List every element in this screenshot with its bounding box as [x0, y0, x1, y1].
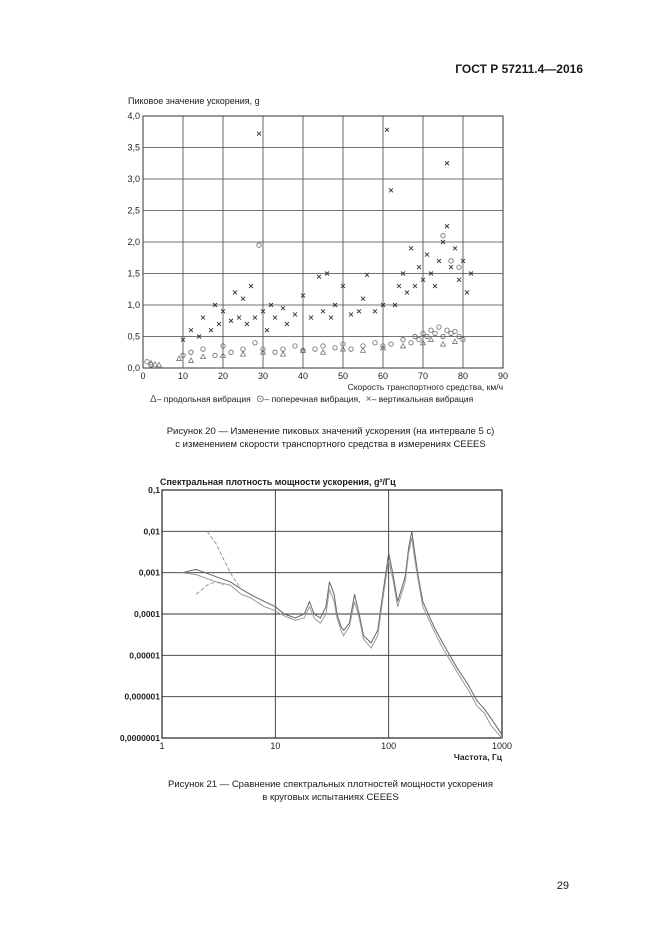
legend-label-vertical: – вертикальная вибрация	[371, 394, 474, 404]
fig20-point-vertical	[405, 290, 409, 294]
fig20-point-vertical	[229, 319, 233, 323]
fig20-ylabel: Пиковое значение ускорения, g	[128, 96, 260, 106]
fig20-point-transverse	[189, 350, 193, 354]
fig20-xlabel: Скорость транспортного средства, км/ч	[347, 382, 503, 392]
fig20-point-vertical	[445, 224, 449, 228]
fig20-point-vertical	[321, 309, 325, 313]
fig21-ytick-label: 0,00001	[129, 650, 160, 661]
fig20-point-transverse	[429, 328, 433, 332]
fig20-point-transverse	[401, 337, 405, 341]
fig21-series-line	[182, 538, 502, 738]
fig20-ytick-label: 4,0	[127, 111, 140, 121]
fig20-point-longitudinal	[177, 356, 182, 361]
fig20-point-transverse	[253, 341, 257, 345]
fig21-caption-line2: в круговых испытаниях CEEES	[262, 792, 399, 803]
fig20-point-transverse	[241, 347, 245, 351]
fig20-xtick-label: 50	[337, 371, 349, 381]
fig20-point-transverse	[457, 265, 461, 269]
fig20-point-vertical	[445, 161, 449, 165]
fig20-point-transverse	[333, 346, 337, 350]
fig21-psd-chart	[110, 482, 520, 767]
fig20-point-vertical	[209, 328, 213, 332]
fig20-point-transverse	[321, 344, 325, 348]
fig20-ytick-label: 1,0	[127, 300, 140, 310]
fig20-point-vertical	[465, 290, 469, 294]
fig20-point-vertical	[293, 312, 297, 316]
fig20-point-longitudinal	[157, 362, 162, 367]
fig20-point-vertical	[201, 316, 205, 320]
fig20-xtick-label: 70	[417, 371, 429, 381]
fig20-point-transverse	[441, 234, 445, 238]
fig20-point-longitudinal	[189, 358, 194, 363]
fig20-scatter-chart	[110, 108, 520, 393]
fig20-point-longitudinal	[401, 343, 406, 348]
fig20-point-transverse	[433, 331, 437, 335]
fig20-point-vertical	[273, 316, 277, 320]
fig20-point-vertical	[449, 265, 453, 269]
fig20-point-vertical	[453, 246, 457, 250]
fig20-point-transverse	[373, 341, 377, 345]
fig20-point-vertical	[425, 253, 429, 257]
fig21-ytick-label: 0,1	[148, 485, 160, 495]
fig20-point-vertical	[253, 316, 257, 320]
fig20-point-vertical	[237, 316, 241, 320]
legend-triangle-symbol: Δ	[150, 394, 157, 405]
fig20-ytick-label: 0,5	[127, 331, 140, 342]
legend-circle-symbol: ⊙	[256, 394, 265, 405]
legend-label-longitudinal: – продольная вибрация	[156, 394, 251, 404]
fig20-point-vertical	[357, 309, 361, 313]
fig20-point-vertical	[417, 265, 421, 269]
fig20-point-transverse	[409, 341, 413, 345]
fig21-xtick-label: 1	[159, 741, 165, 751]
fig20-point-vertical	[265, 328, 269, 332]
fig20-point-longitudinal	[281, 352, 286, 357]
fig20-point-transverse	[453, 329, 457, 333]
fig20-point-vertical	[385, 128, 389, 132]
fig21-caption-line1: Рисунок 21 — Сравнение спектральных плотностей мощности ускорения	[168, 779, 493, 790]
fig21-series-line	[196, 582, 224, 595]
fig20-point-vertical	[309, 316, 313, 320]
fig20-point-transverse	[313, 347, 317, 351]
fig20-point-transverse	[349, 347, 353, 351]
fig20-point-transverse	[445, 328, 449, 332]
fig20-point-transverse	[449, 259, 453, 263]
fig20-legend	[150, 394, 473, 405]
fig21-ytick-label: 0,01	[143, 526, 160, 537]
fig20-point-vertical	[409, 246, 413, 250]
fig21-xtick-label: 10	[270, 741, 281, 751]
fig20-point-vertical	[329, 316, 333, 320]
fig20-ytick-label: 2,5	[127, 205, 140, 216]
fig20-point-longitudinal	[441, 342, 446, 347]
document-header: ГОСТ Р 57211.4—2016	[455, 62, 583, 76]
fig20-point-transverse	[417, 337, 421, 341]
fig20-point-transverse	[213, 353, 217, 357]
fig20-caption-line2: с изменением скорости транспортного средства в измерениях CEEES	[175, 439, 486, 450]
fig20-xtick-label: 0	[140, 371, 146, 381]
fig20-point-vertical	[389, 188, 393, 192]
fig20-point-transverse	[281, 347, 285, 351]
fig21-caption	[0, 778, 661, 804]
fig20-point-transverse	[201, 347, 205, 351]
fig20-point-vertical	[457, 278, 461, 282]
fig20-point-vertical	[373, 309, 377, 313]
fig20-point-vertical	[413, 284, 417, 288]
fig20-point-vertical	[281, 306, 285, 310]
fig20-xtick-label: 80	[457, 371, 469, 381]
fig20-point-vertical	[437, 259, 441, 263]
fig21-ytick-label: 0,0000001	[119, 733, 160, 743]
fig20-point-vertical	[233, 290, 237, 294]
fig20-point-longitudinal	[201, 354, 206, 359]
fig20-point-transverse	[257, 243, 261, 247]
fig20-point-vertical	[245, 322, 249, 326]
fig20-point-vertical	[189, 328, 193, 332]
fig21-ylabel: Спектральная плотность мощности ускорения, g²/Гц	[160, 477, 396, 487]
fig20-xtick-label: 10	[177, 371, 189, 381]
fig20-xtick-label: 60	[377, 371, 389, 381]
fig21-ytick-label: 0,001	[138, 567, 160, 578]
fig20-xtick-label: 40	[297, 371, 309, 381]
fig20-point-vertical	[241, 297, 245, 301]
fig20-point-vertical	[397, 284, 401, 288]
fig20-point-transverse	[293, 344, 297, 348]
fig20-xtick-label: 30	[257, 371, 269, 381]
fig20-point-transverse	[389, 342, 393, 346]
fig21-ytick-label: 0,000001	[124, 691, 160, 702]
fig20-xtick-label: 20	[217, 371, 229, 381]
fig20-point-vertical	[349, 312, 353, 316]
fig20-point-vertical	[361, 297, 365, 301]
fig20-point-transverse	[437, 325, 441, 329]
fig21-ytick-label: 0,0001	[134, 609, 160, 619]
fig20-ytick-label: 3,5	[127, 142, 140, 153]
fig20-caption-line1: Рисунок 20 — Изменение пиковых значений ускорения (на интервале 5 с)	[166, 426, 495, 437]
page-number: 29	[556, 880, 569, 892]
fig20-point-vertical	[257, 132, 261, 136]
fig20-point-transverse	[273, 350, 277, 354]
fig20-caption	[0, 425, 661, 451]
fig21-xtick-label: 100	[381, 741, 397, 751]
fig20-ytick-label: 3,0	[127, 174, 140, 184]
fig20-point-vertical	[317, 275, 321, 279]
fig20-point-vertical	[433, 284, 437, 288]
fig21-xlabel: Частота, Гц	[453, 752, 502, 762]
legend-label-transverse: – поперечная вибрация,	[264, 394, 361, 404]
fig20-point-longitudinal	[321, 350, 326, 355]
legend-x-symbol: ×	[365, 394, 372, 405]
fig20-point-vertical	[285, 322, 289, 326]
fig20-point-longitudinal	[453, 339, 458, 344]
fig20-point-transverse	[145, 360, 149, 364]
fig20-xtick-label: 90	[497, 371, 509, 381]
fig20-point-transverse	[229, 350, 233, 354]
fig20-ytick-label: 0,0	[127, 363, 140, 373]
fig20-point-longitudinal	[241, 352, 246, 357]
fig21-xtick-label: 1000	[491, 741, 513, 751]
fig20-point-vertical	[249, 284, 253, 288]
fig20-ytick-label: 1,5	[127, 268, 140, 279]
fig20-point-vertical	[217, 322, 221, 326]
fig20-point-longitudinal	[429, 337, 434, 342]
fig20-ytick-label: 2,0	[127, 237, 140, 247]
